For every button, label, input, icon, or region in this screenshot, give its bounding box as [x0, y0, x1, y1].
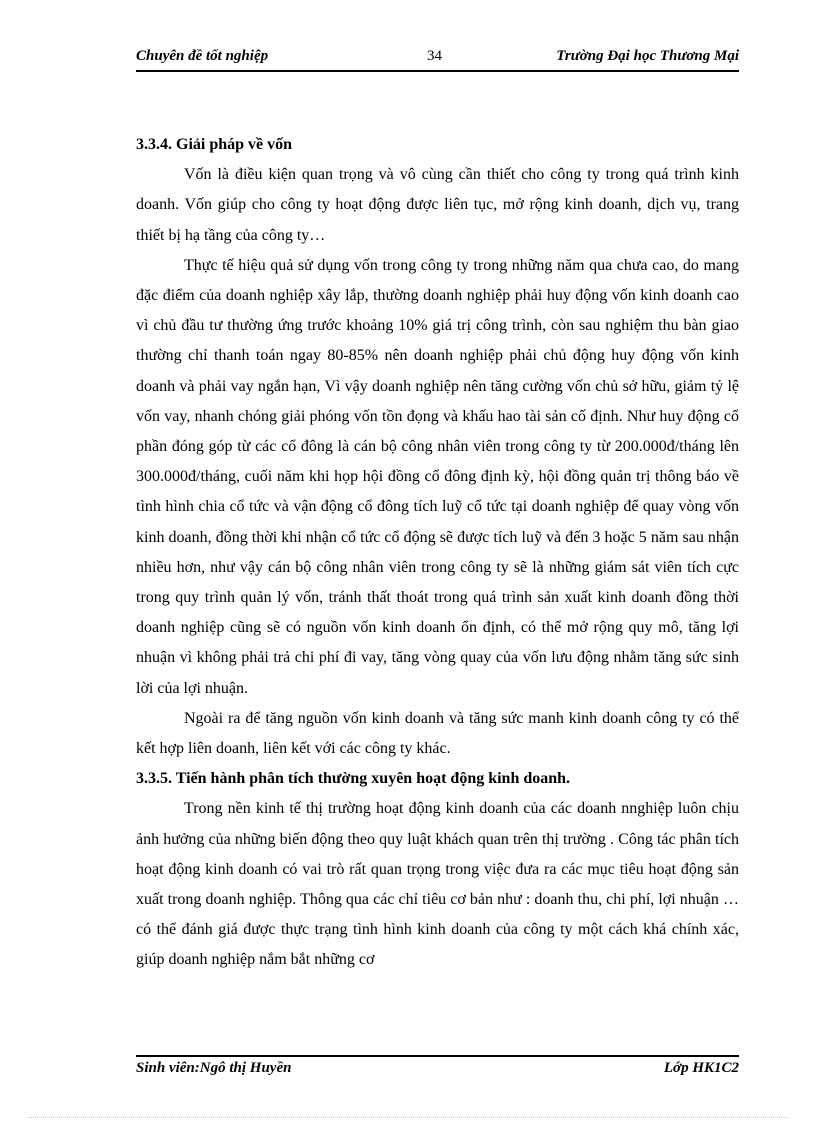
paragraph-1: Vốn là điều kiện quan trọng và vô cùng cần thiết cho công ty trong quá trình kinh doanh. Vốn giúp cho công ty hoạt động được liên tục, mở rộng kinh doanh, dịch vụ, trang thiết bị hạ tầng của công ty…: [136, 166, 739, 244]
header-university: Trường Đại học Thương Mại: [556, 48, 739, 64]
paragraph-4: Trong nền kinh tế thị trường hoạt động kinh doanh của các doanh nnghiệp luôn chịu ảnh hưởng của những biến động theo quy luật khách quan trên thị trường . Công tác phân tích hoạt động kinh doanh có vai trò rất quan trọng trong việc đưa ra các mục tiêu hoạt động sản xuất trong doanh nghiệp. Thông qua các chỉ tiêu cơ bản như : doanh thu, chi phí, lợi nhuận …có thể đánh giá được thực trạng tình hình kinh doanh của công ty một cách khá chính xác, giúp doanh nghiệp nắm bắt những cơ: [136, 800, 739, 969]
section-heading-3-3-4: 3.3.4. Giải pháp về vốn: [136, 136, 293, 153]
footer-class: Lớp HK1C2: [663, 1060, 739, 1076]
header-thesis-title: Chuyên đề tốt nghiệp: [136, 48, 269, 64]
paragraph-3: Ngoài ra để tăng nguồn vốn kinh doanh và tăng sức manh kinh doanh công ty có thể kết hợp liên doanh, liên kết với các công ty khác.: [136, 709, 739, 758]
section-heading-3-3-5: 3.3.5. Tiến hành phân tích thường xuyên hoạt động kinh doanh.: [136, 770, 571, 788]
footer-rule: [136, 1055, 739, 1057]
page-footer: [136, 1060, 739, 1082]
footer-student-name: Sinh viên:Ngô thị Huyền: [136, 1060, 292, 1076]
paragraph-2: Thực tế hiệu quả sử dụng vốn trong công ty trong những năm qua chưa cao, do mang đặc điểm của doanh nghiệp xây lắp, thường doanh nghiệp phải huy động vốn kinh doanh cao vì chủ đầu tư thường ứng trước khoảng 10% giá trị công trình, còn sau nghiệm thu bàn giao thường chỉ thanh toán ngay 80-85% nên doanh nghiệp phải chủ động huy động vốn kinh doanh và phải vay ngắn hạn, Vì vậy doanh nghiệp nên tăng cường vốn chủ sở hữu, giảm tỷ lệ vốn vay, nhanh chóng giải phóng vốn tồn đọng và khấu hao tài sản cố định. Như huy động cổ phần đóng góp từ các cổ đông là cán bộ công nhân viên trong công ty từ 200.000đ/tháng lên 300.000đ/tháng, cuối năm khi họp hội đồng cổ đông định kỳ, hội đồng quản trị thông báo về tình hình chia cổ tức và vận động cổ đông tích luỹ cổ tức tại doanh nghiệp để quay vòng vốn kinh doanh, đồng thời khi nhận cổ tức cổ động sẽ được tích luỹ và đến 3 hoặc 5 năm sau nhận nhiều hơn, như vậy cán bộ công nhân viên trong công ty sẽ là những giám sát viên tích cực trong quy trình quản lý vốn, tránh thất thoát trong quá trình sản xuất kinh doanh đồng thời doanh nghiệp cũng sẽ có nguồn vốn kinh doanh ổn định, có thể mở rộng quy mô, tăng lợi nhuận vì không phải trả chi phí đi vay, tăng vòng quay của vốn lưu động nhằm tăng sức sinh lời của lợi nhuận.: [136, 256, 739, 697]
page-header: [136, 48, 739, 70]
header-page-number: 34: [427, 48, 442, 64]
page-body: [136, 130, 739, 976]
header-rule: [136, 70, 739, 72]
page-bottom-dotted-line: [28, 1117, 788, 1118]
